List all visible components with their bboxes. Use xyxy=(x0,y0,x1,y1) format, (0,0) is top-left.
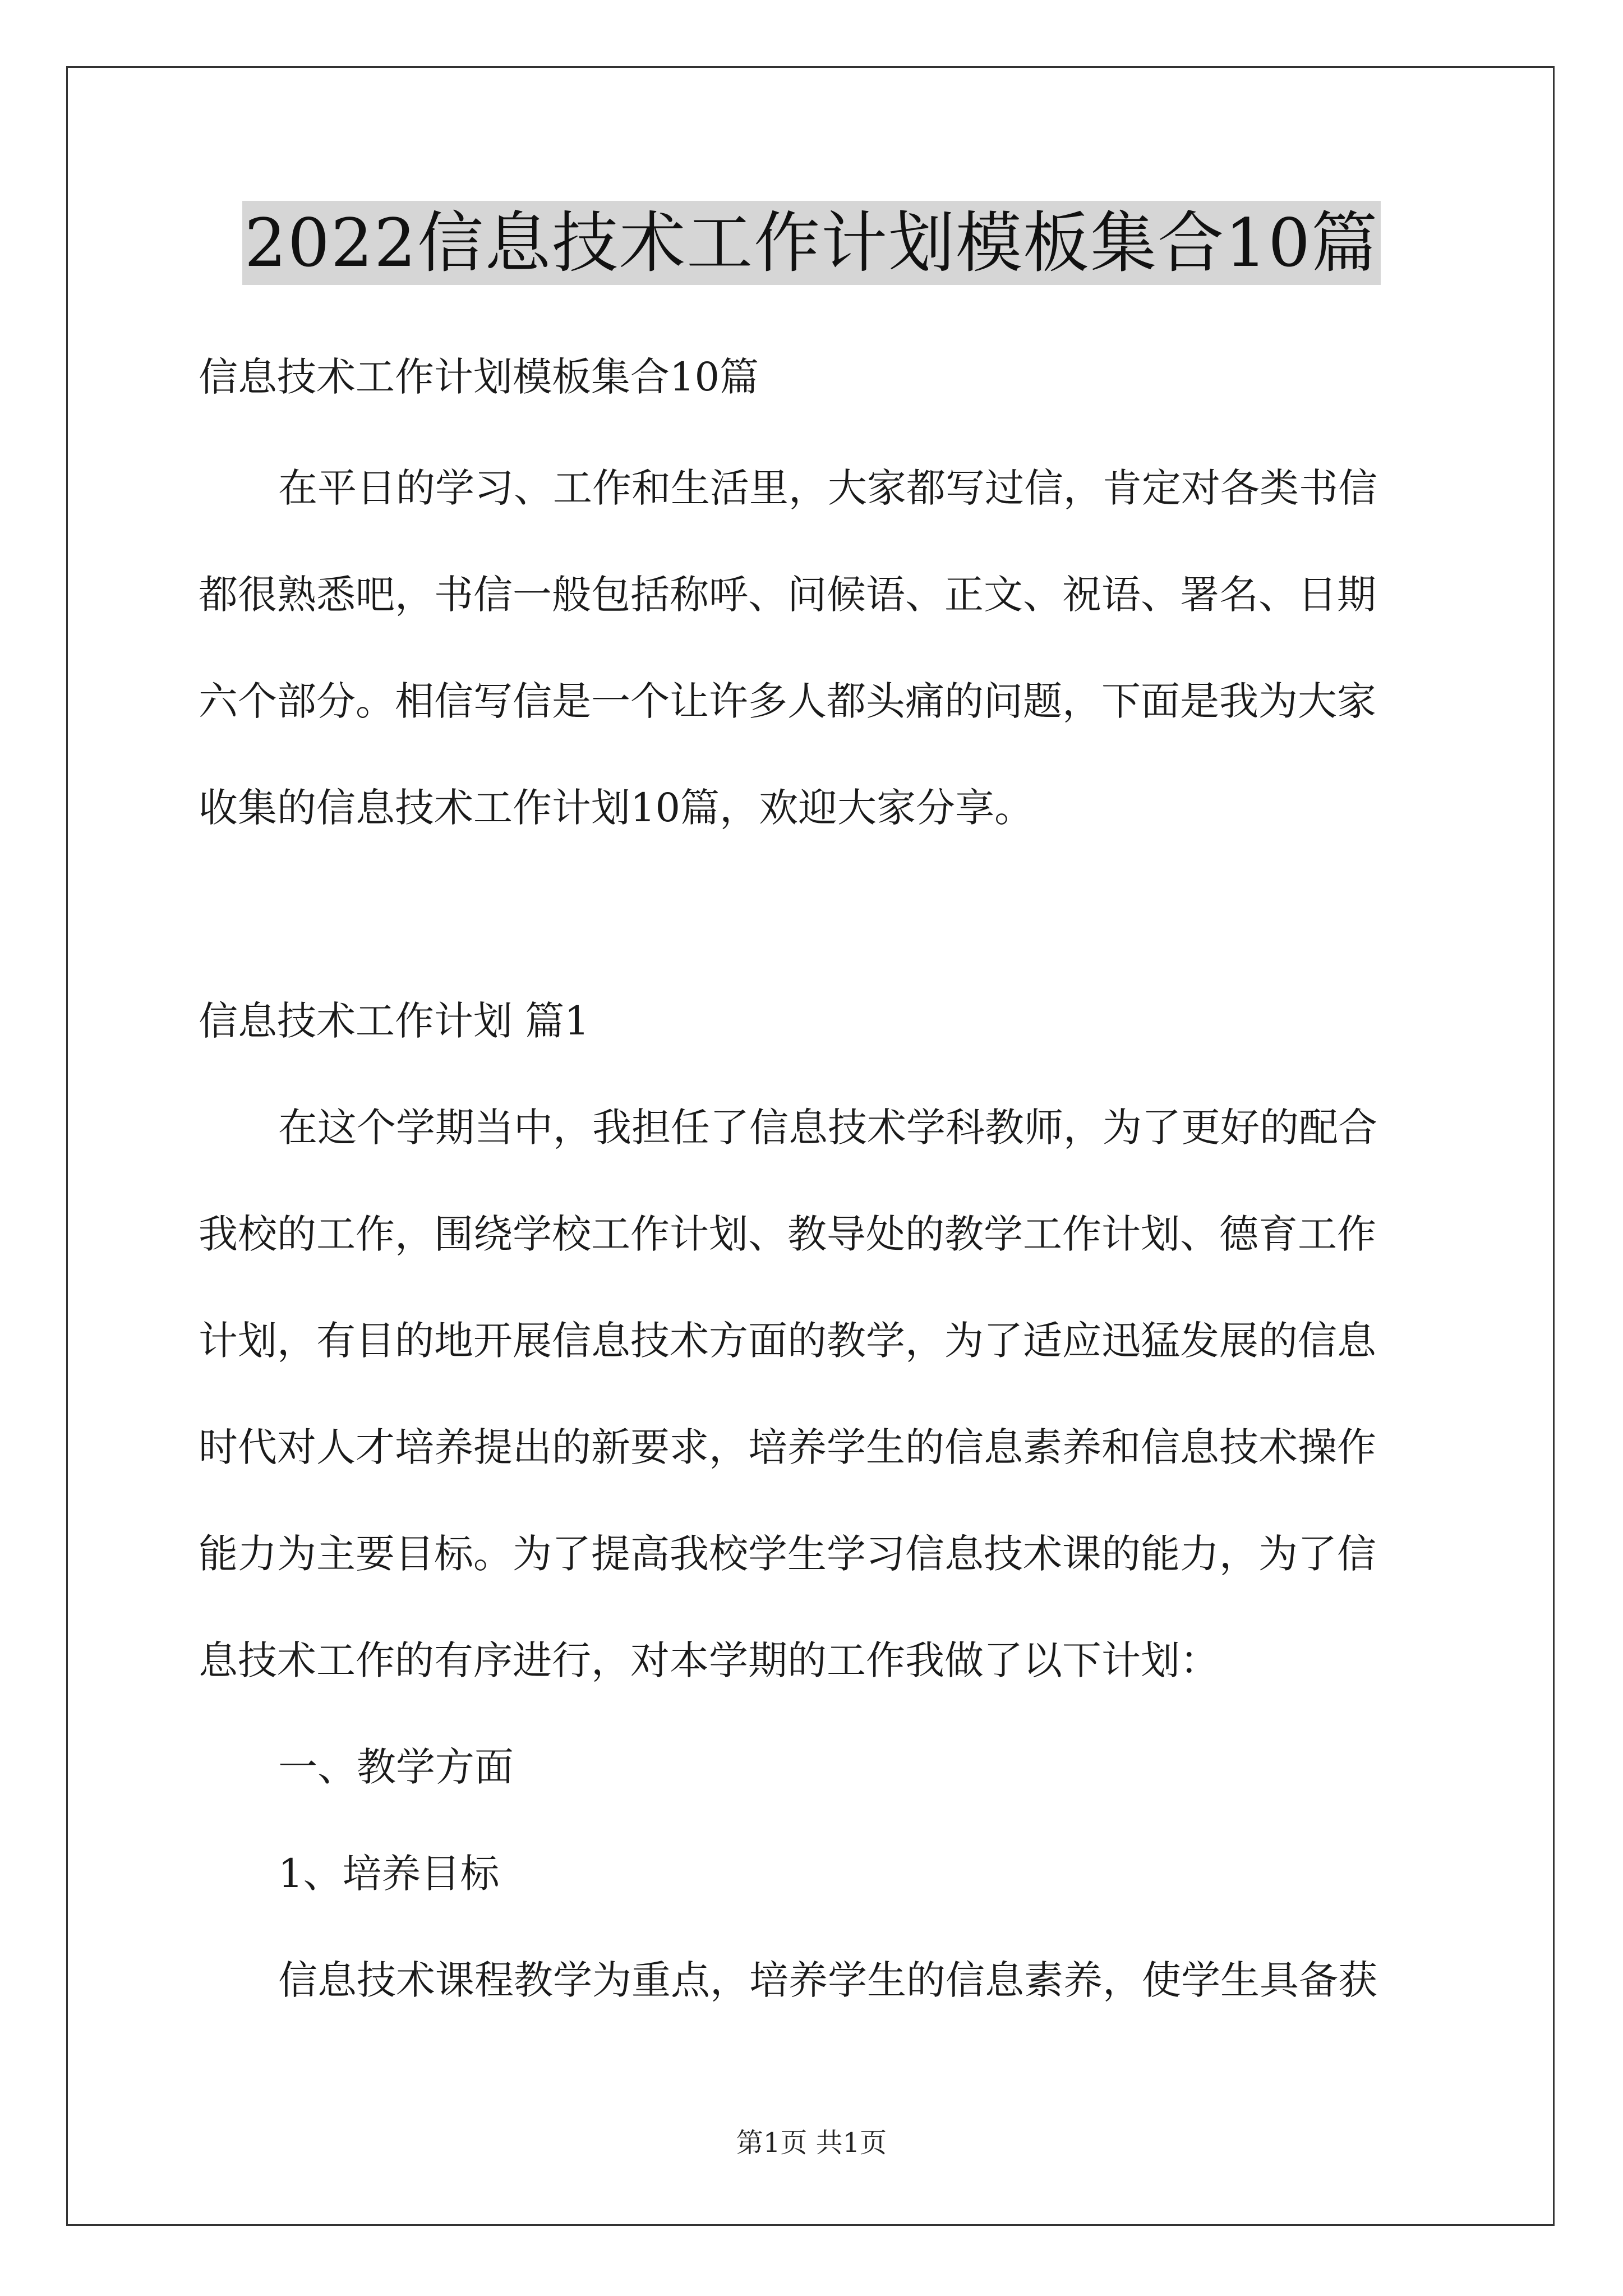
intro-line-2: 都很熟悉吧，书信一般包括称呼、问候语、正文、祝语、署名、日期 xyxy=(199,572,1376,618)
section-line-2: 我校的工作，围绕学校工作计划、教导处的教学工作计划、德育工作 xyxy=(199,1211,1376,1257)
section-line-5: 能力为主要目标。为了提高我校学生学习信息技术课的能力，为了信 xyxy=(199,1531,1376,1577)
section-line-1: 在这个学期当中，我担任了信息技术学科教师，为了更好的配合 xyxy=(278,1105,1377,1151)
section-line-4: 时代对人才培养提出的新要求，培养学生的信息素养和信息技术操作 xyxy=(199,1424,1376,1470)
subheading-goals: 1、培养目标 xyxy=(278,1851,500,1897)
subheading-teaching: 一、教学方面 xyxy=(278,1744,514,1790)
section-line-3: 计划，有目的地开展信息技术方面的教学，为了适应迅猛发展的信息 xyxy=(199,1318,1376,1364)
document-subtitle: 信息技术工作计划模板集合10篇 xyxy=(199,354,759,400)
section-heading: 信息技术工作计划 篇1 xyxy=(199,998,589,1044)
page-footer: 第1页 共1页 xyxy=(736,2127,887,2159)
intro-line-1: 在平日的学习、工作和生活里，大家都写过信，肯定对各类书信 xyxy=(278,465,1377,511)
document-title: 2022信息技术工作计划模板集合10篇 xyxy=(242,201,1381,285)
title-container xyxy=(0,201,1623,285)
body-last-line: 信息技术课程教学为重点，培养学生的信息素养，使学生具备获 xyxy=(278,1957,1377,2003)
section-line-6: 息技术工作的有序进行，对本学期的工作我做了以下计划： xyxy=(199,1637,1219,1683)
intro-line-3: 六个部分。相信写信是一个让许多人都头痛的问题，下面是我为大家 xyxy=(199,678,1376,724)
intro-line-4: 收集的信息技术工作计划10篇，欢迎大家分享。 xyxy=(199,785,1034,831)
